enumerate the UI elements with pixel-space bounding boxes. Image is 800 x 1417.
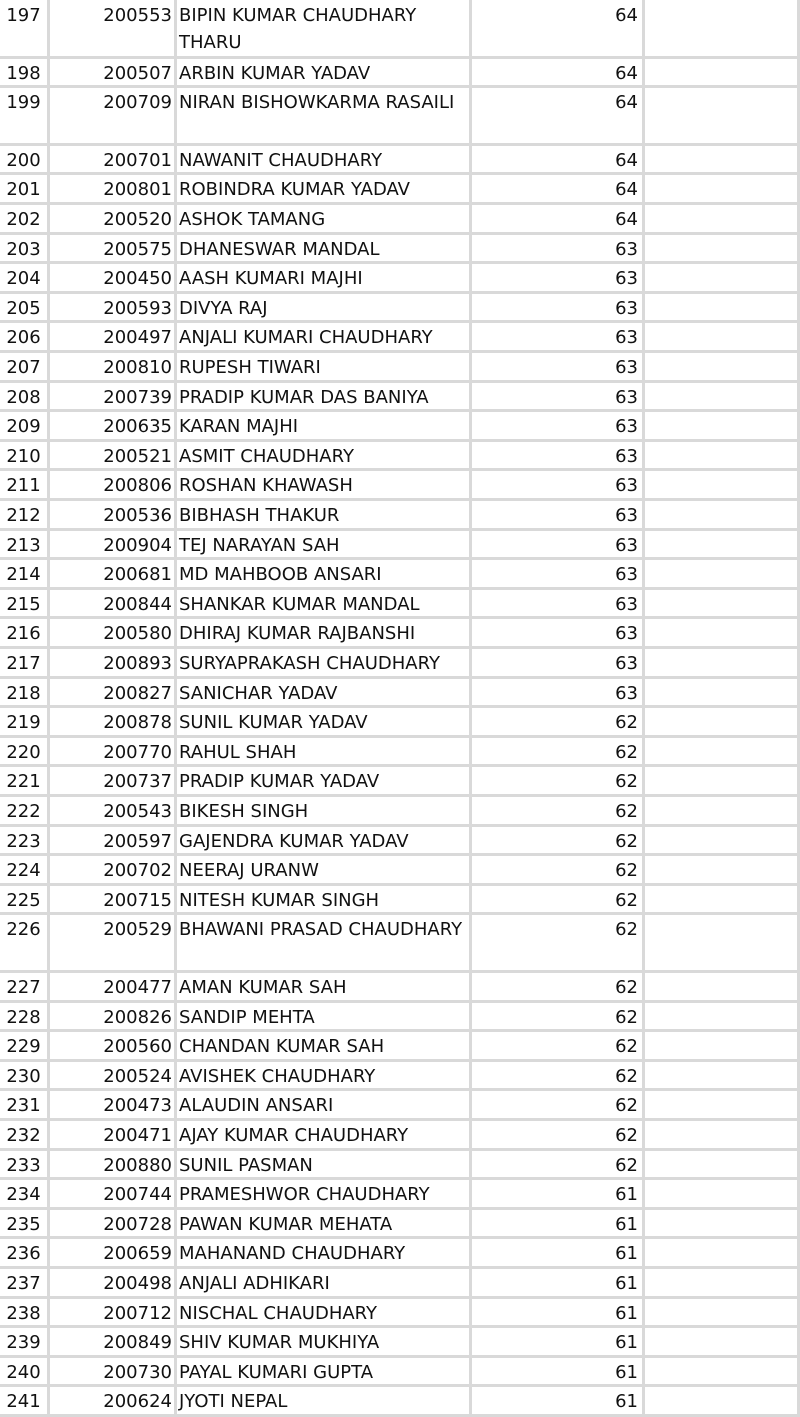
- student-name-cell: ASMIT CHAUDHARY: [179, 445, 354, 467]
- table-row: [0, 648, 800, 678]
- serial-number-cell: 207: [6, 357, 41, 378]
- serial-number-cell: 209: [6, 416, 41, 438]
- empty-cell: [648, 0, 798, 2]
- serial-number-cell: 200: [6, 149, 41, 171]
- table-row: [0, 1357, 800, 1387]
- roll-number-cell: 200575: [103, 238, 172, 260]
- student-name-cell: ARBIN KUMAR YADAV: [179, 62, 371, 84]
- roll-number-cell: 200681: [103, 564, 172, 586]
- row-divider: [0, 498, 800, 501]
- student-name-cell: DHIRAJ KUMAR RAJBANSHI: [179, 623, 416, 645]
- roll-number-cell: 200597: [103, 830, 172, 852]
- marks-cell: 63: [615, 416, 638, 438]
- marks-cell: 62: [615, 860, 638, 882]
- serial-number-cell: 233: [6, 1154, 41, 1176]
- table-row: [0, 972, 800, 1002]
- table-row: [0, 293, 800, 323]
- roll-number-cell: 200827: [103, 682, 172, 704]
- marks-cell: 64: [615, 179, 638, 201]
- row-divider: [0, 291, 800, 294]
- marks-cell: 62: [615, 741, 638, 763]
- student-name-cell: AJAY KUMAR CHAUDHARY: [179, 1125, 409, 1146]
- marks-cell: 61: [615, 1243, 638, 1265]
- roll-number-cell: 200744: [103, 1184, 172, 1206]
- serial-number-cell: 225: [6, 889, 41, 911]
- serial-number-cell: 208: [6, 386, 41, 408]
- table-row: [0, 678, 800, 708]
- marks-cell: 63: [615, 268, 638, 290]
- student-name-cell: DHANESWAR MANDAL: [179, 238, 380, 260]
- student-name-cell: SANICHAR YADAV: [179, 682, 338, 704]
- serial-number-cell: 235: [6, 1213, 41, 1235]
- row-divider: [0, 380, 800, 383]
- roll-number-cell: 200801: [103, 179, 172, 201]
- table-row: [0, 234, 800, 264]
- table-row: [0, 1386, 800, 1416]
- roll-number-cell: 200450: [103, 268, 172, 290]
- roll-number-cell: 200878: [103, 712, 172, 734]
- student-name-cell: NITESH KUMAR SINGH: [179, 889, 380, 911]
- table-row: [0, 174, 800, 204]
- row-divider: [0, 232, 800, 235]
- student-name-cell: PAYAL KUMARI GUPTA: [179, 1361, 374, 1383]
- table-row: [0, 1061, 800, 1091]
- serial-number-cell: 211: [6, 475, 41, 497]
- roll-number-cell: 200702: [103, 860, 172, 882]
- table-row: [0, 352, 800, 382]
- table-row: [0, 145, 800, 175]
- student-name-cell: AMAN KUMAR SAH: [179, 977, 347, 998]
- row-divider: [0, 1000, 800, 1003]
- marks-cell: 64: [615, 92, 638, 114]
- table-row: [0, 1179, 800, 1209]
- row-divider: [0, 85, 800, 88]
- student-name-cell: PRAMESHWOR CHAUDHARY: [179, 1184, 430, 1206]
- table-row: [0, 737, 800, 767]
- serial-number-cell: 221: [6, 771, 41, 793]
- row-divider: [0, 912, 800, 915]
- student-name-cell: AVISHEK CHAUDHARY: [179, 1065, 376, 1087]
- marks-cell: 63: [615, 505, 638, 526]
- table-row: [0, 382, 800, 412]
- roll-number-cell: 200624: [103, 1391, 172, 1413]
- marks-cell: 62: [615, 1125, 638, 1146]
- row-divider: [0, 1236, 800, 1239]
- table-row: [0, 826, 800, 856]
- row-divider: [0, 794, 800, 797]
- row-divider: [0, 970, 800, 973]
- row-divider: [0, 1355, 800, 1358]
- marks-cell: 64: [615, 62, 638, 84]
- roll-number-cell: 200593: [103, 297, 172, 319]
- roll-number-cell: 200553: [103, 5, 172, 26]
- serial-number-cell: 210: [6, 445, 41, 467]
- row-divider: [0, 616, 800, 619]
- roll-number-cell: 200844: [103, 593, 172, 615]
- table-row: [0, 766, 800, 796]
- row-divider: [0, 143, 800, 146]
- table-row: [0, 1238, 800, 1268]
- table-row: [0, 411, 800, 441]
- table-row: [0, 796, 800, 826]
- marks-cell: 62: [615, 1006, 638, 1028]
- table-row: [0, 1031, 800, 1061]
- serial-number-cell: 229: [6, 1036, 41, 1058]
- student-name-cell: MAHANAND CHAUDHARY: [179, 1243, 406, 1265]
- marks-cell: 62: [615, 771, 638, 793]
- table-row: [0, 1120, 800, 1150]
- student-name-cell: KARAN MAJHI: [179, 416, 299, 438]
- table-row: [0, 204, 800, 234]
- row-divider: [0, 1059, 800, 1062]
- marks-cell: 63: [615, 445, 638, 467]
- row-divider: [0, 1088, 800, 1091]
- marks-cell: 62: [615, 977, 638, 998]
- marks-cell: 64: [615, 5, 638, 26]
- student-name-cell: BHAWANI PRASAD CHAUDHARY: [179, 919, 463, 941]
- serial-number-cell: 241: [6, 1391, 41, 1413]
- row-divider: [0, 350, 800, 353]
- student-name-cell: TEJ NARAYAN SAH: [179, 534, 340, 556]
- row-divider: [0, 528, 800, 531]
- row-divider: [0, 646, 800, 649]
- table-row: [0, 1327, 800, 1357]
- student-name-cell: PRADIP KUMAR DAS BANIYA: [179, 386, 429, 408]
- marks-cell: 61: [615, 1361, 638, 1383]
- serial-number-cell: 227: [6, 977, 41, 998]
- serial-number-cell: 201: [6, 179, 41, 201]
- table-row: [0, 441, 800, 471]
- table-row: [0, 1298, 800, 1328]
- table-row: [0, 707, 800, 737]
- roll-number-cell: 200880: [103, 1154, 172, 1176]
- roll-number-cell: 200739: [103, 386, 172, 408]
- table-row: [0, 1002, 800, 1032]
- row-divider: [0, 1177, 800, 1180]
- student-name-cell: DIVYA RAJ: [179, 297, 268, 319]
- table-row: [0, 885, 800, 915]
- roll-number-cell: 200529: [103, 919, 172, 941]
- marks-cell: 63: [615, 534, 638, 556]
- table-row: [0, 914, 800, 972]
- row-divider: [0, 853, 800, 856]
- serial-number-cell: 204: [6, 268, 41, 290]
- roll-number-cell: 200709: [103, 92, 172, 114]
- roll-number-cell: 200477: [103, 977, 172, 998]
- serial-number-cell: 212: [6, 505, 41, 526]
- student-name-cell: ROSHAN KHAWASH: [179, 475, 353, 497]
- student-name-cell: SHANKAR KUMAR MANDAL: [179, 593, 420, 615]
- roll-number-cell: 200471: [103, 1125, 172, 1146]
- student-name-cell: ASHOK TAMANG: [179, 209, 326, 230]
- serial-number-cell: 206: [6, 327, 41, 349]
- table-row: [0, 500, 800, 530]
- roll-number-cell: 200715: [103, 889, 172, 911]
- row-divider: [0, 557, 800, 560]
- marks-cell: 61: [615, 1391, 638, 1413]
- roll-number-cell: 200806: [103, 475, 172, 497]
- student-name-cell: BIBHASH THAKUR: [179, 505, 340, 526]
- serial-number-cell: 232: [6, 1125, 41, 1146]
- student-name-cell: PAWAN KUMAR MEHATA: [179, 1213, 393, 1235]
- roll-number-cell: 200893: [103, 653, 172, 674]
- roll-number-cell: 200473: [103, 1095, 172, 1117]
- marks-cell: 61: [615, 1332, 638, 1354]
- roll-number-cell: 200580: [103, 623, 172, 645]
- serial-number-cell: 234: [6, 1184, 41, 1206]
- table-row: [0, 559, 800, 589]
- serial-number-cell: 230: [6, 1065, 41, 1087]
- roll-number-cell: 200520: [103, 209, 172, 230]
- roll-number-cell: 200560: [103, 1036, 172, 1058]
- marks-cell: 61: [615, 1213, 638, 1235]
- serial-number-cell: 223: [6, 830, 41, 852]
- row-divider: [0, 824, 800, 827]
- roll-number-cell: 200659: [103, 1243, 172, 1265]
- roll-number-cell: 200712: [103, 1302, 172, 1324]
- roll-number-cell: 200524: [103, 1065, 172, 1087]
- roll-number-cell: 200521: [103, 445, 172, 467]
- roll-number-cell: 200904: [103, 534, 172, 556]
- table-row: [0, 87, 800, 145]
- serial-number-cell: 236: [6, 1243, 41, 1265]
- student-name-cell: BIKESH SINGH: [179, 801, 309, 822]
- table-row: [0, 470, 800, 500]
- student-name-cell: NAWANIT CHAUDHARY: [179, 149, 383, 171]
- table-row: [0, 58, 800, 88]
- roll-number-cell: 200635: [103, 416, 172, 438]
- row-divider: [0, 883, 800, 886]
- student-name-cell: NEERAJ URANW: [179, 860, 319, 882]
- student-name-cell: NISCHAL CHAUDHARY: [179, 1302, 378, 1324]
- marks-cell: 63: [615, 682, 638, 704]
- student-name-cell: SUNIL PASMAN: [179, 1154, 313, 1176]
- marks-cell: 62: [615, 1095, 638, 1117]
- row-divider: [0, 172, 800, 175]
- serial-number-cell: 213: [6, 534, 41, 556]
- student-name-cell: SURYAPRAKASH CHAUDHARY: [179, 653, 440, 674]
- serial-number-cell: 240: [6, 1361, 41, 1383]
- roll-number-cell: 200737: [103, 771, 172, 793]
- roll-number-cell: 200730: [103, 1361, 172, 1383]
- roll-number-cell: 200543: [103, 801, 172, 822]
- marks-cell: 63: [615, 593, 638, 615]
- student-name-cell: CHANDAN KUMAR SAH: [179, 1036, 385, 1058]
- serial-number-cell: 220: [6, 741, 41, 763]
- marks-cell: 63: [615, 357, 638, 378]
- row-divider: [0, 468, 800, 471]
- serial-number-cell: 217: [6, 653, 41, 674]
- student-name-cell: AASH KUMARI MAJHI: [179, 268, 363, 290]
- marks-cell: 63: [615, 623, 638, 645]
- serial-number-cell: 228: [6, 1006, 41, 1028]
- marks-cell: 63: [615, 238, 638, 260]
- serial-number-cell: 239: [6, 1332, 41, 1354]
- table-row: [0, 1209, 800, 1239]
- serial-number-cell: 237: [6, 1273, 41, 1294]
- row-divider: [0, 705, 800, 708]
- roll-number-cell: 200536: [103, 505, 172, 526]
- serial-number-cell: 238: [6, 1302, 41, 1324]
- serial-number-cell: 231: [6, 1095, 41, 1117]
- student-name-cell: ANJALI KUMARI CHAUDHARY: [179, 327, 433, 349]
- roll-number-cell: 200497: [103, 327, 172, 349]
- row-divider: [0, 587, 800, 590]
- student-name-cell: ROBINDRA KUMAR YADAV: [179, 179, 410, 201]
- row-divider: [0, 676, 800, 679]
- marks-cell: 61: [615, 1273, 638, 1294]
- student-name-cell: ANJALI ADHIKARI: [179, 1273, 330, 1294]
- marks-cell: 63: [615, 564, 638, 586]
- table-row: [0, 322, 800, 352]
- row-divider: [0, 320, 800, 323]
- marks-cell: 64: [615, 209, 638, 230]
- marks-cell: 62: [615, 801, 638, 822]
- student-name-cell: SUNIL KUMAR YADAV: [179, 712, 368, 734]
- table-row: [0, 589, 800, 619]
- serial-number-cell: 224: [6, 860, 41, 882]
- serial-number-cell: 205: [6, 297, 41, 319]
- table-row: [0, 618, 800, 648]
- student-name-cell: NIRAN BISHOWKARMA RASAILI: [179, 92, 455, 114]
- marks-cell: 61: [615, 1184, 638, 1206]
- marks-cell: 62: [615, 1154, 638, 1176]
- roll-number-cell: 200849: [103, 1332, 172, 1354]
- marks-cell: 63: [615, 653, 638, 674]
- serial-number-cell: 215: [6, 593, 41, 615]
- serial-number-cell: 218: [6, 682, 41, 704]
- roll-number-cell: 200810: [103, 357, 172, 378]
- roll-number-cell: 200728: [103, 1213, 172, 1235]
- student-name-cell: PRADIP KUMAR YADAV: [179, 771, 380, 793]
- table-row: [0, 1268, 800, 1298]
- row-divider: [0, 409, 800, 412]
- student-name-cell: BIPIN KUMAR CHAUDHARY THARU: [179, 5, 417, 53]
- student-name-cell: SHIV KUMAR MUKHIYA: [179, 1332, 380, 1354]
- student-name-cell: GAJENDRA KUMAR YADAV: [179, 830, 409, 852]
- row-divider: [0, 735, 800, 738]
- serial-number-cell: 197: [6, 5, 41, 26]
- student-name-cell: ALAUDIN ANSARI: [179, 1095, 334, 1117]
- marks-cell: 64: [615, 149, 638, 171]
- marks-cell: 62: [615, 1065, 638, 1087]
- table-row: [0, 1150, 800, 1180]
- marks-cell: 63: [615, 327, 638, 349]
- row-divider: [0, 1296, 800, 1299]
- serial-number-cell: 219: [6, 712, 41, 734]
- roll-number-cell: 200498: [103, 1273, 172, 1294]
- student-name-cell: SANDIP MEHTA: [179, 1006, 315, 1028]
- marks-cell: 61: [615, 1302, 638, 1324]
- marks-cell: 63: [615, 297, 638, 319]
- row-divider: [0, 1325, 800, 1328]
- serial-number-cell: 226: [6, 919, 41, 941]
- student-name-cell: MD MAHBOOB ANSARI: [179, 564, 382, 586]
- row-divider: [0, 764, 800, 767]
- row-divider: [0, 1207, 800, 1210]
- roll-number-cell: 200701: [103, 149, 172, 171]
- row-divider: [0, 261, 800, 264]
- marks-cell: 62: [615, 919, 638, 941]
- table-row: [0, 263, 800, 293]
- row-divider: [0, 1384, 800, 1387]
- serial-number-cell: 202: [6, 209, 41, 230]
- student-name-cell: JYOTI NEPAL: [179, 1391, 288, 1413]
- serial-number-cell: 214: [6, 564, 41, 586]
- marks-cell: 62: [615, 712, 638, 734]
- row-divider: [0, 1029, 800, 1032]
- serial-number-cell: 198: [6, 62, 41, 84]
- row-divider: [0, 1266, 800, 1269]
- roll-number-cell: 200507: [103, 62, 172, 84]
- roll-number-cell: 200770: [103, 741, 172, 763]
- row-divider: [0, 1148, 800, 1151]
- serial-number-cell: 222: [6, 801, 41, 822]
- student-name-cell: RUPESH TIWARI: [179, 357, 321, 378]
- serial-number-cell: 216: [6, 623, 41, 645]
- student-name-cell: RAHUL SHAH: [179, 741, 297, 763]
- marks-cell: 62: [615, 830, 638, 852]
- table-row: [0, 1090, 800, 1120]
- marks-cell: 63: [615, 475, 638, 497]
- serial-number-cell: 203: [6, 238, 41, 260]
- marks-cell: 62: [615, 1036, 638, 1058]
- row-divider: [0, 56, 800, 59]
- marks-cell: 62: [615, 889, 638, 911]
- row-divider: [0, 202, 800, 205]
- row-divider: [0, 1118, 800, 1121]
- roll-number-cell: 200826: [103, 1006, 172, 1028]
- marks-cell: 63: [615, 386, 638, 408]
- table-row: [0, 855, 800, 885]
- serial-number-cell: 199: [6, 92, 41, 114]
- table-row: [0, 0, 800, 58]
- row-divider: [0, 439, 800, 442]
- table-row: [0, 530, 800, 560]
